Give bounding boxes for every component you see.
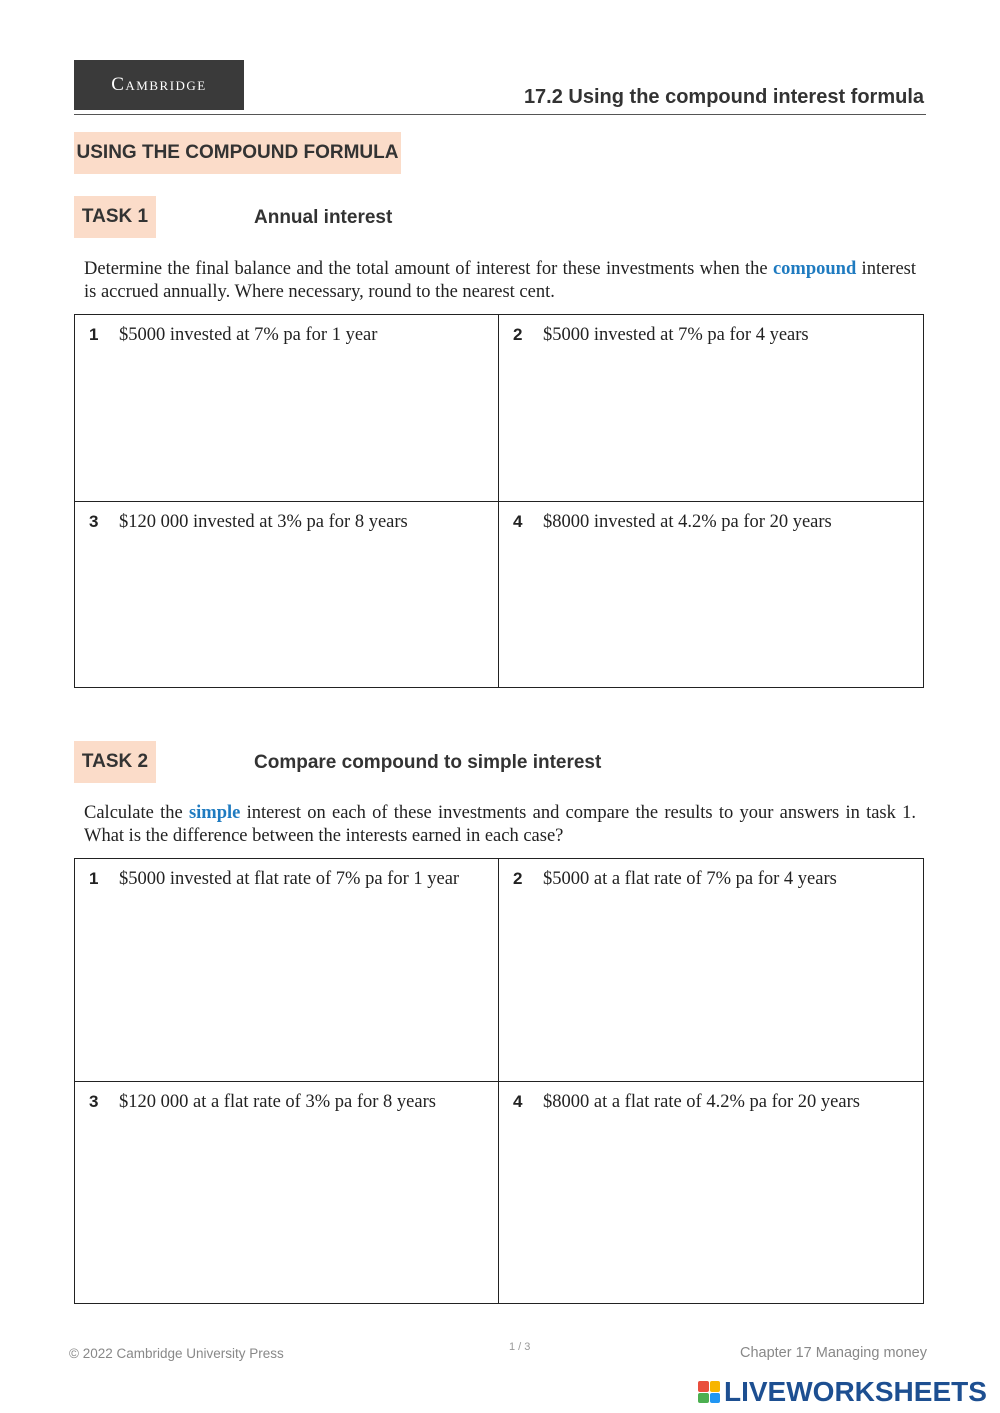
task1-highlight-word: compound — [772, 259, 857, 279]
task1-instruction-start: Determine the final balance and the total amount of interest for these investments when the — [84, 259, 773, 279]
icon-square — [710, 1393, 721, 1404]
section-heading: USING THE COMPOUND FORMULA — [74, 132, 401, 174]
question-number: 2 — [513, 869, 523, 888]
question-number: 1 — [89, 869, 99, 888]
task1-question-3[interactable] — [75, 502, 499, 687]
question-number: 4 — [513, 1092, 523, 1111]
task2-instruction-start: Calculate the — [84, 803, 189, 823]
task2-question-3[interactable] — [75, 1082, 499, 1303]
question-number: 2 — [513, 325, 523, 344]
task1-instruction — [84, 258, 916, 304]
footer-page-number: 1 / 3 — [509, 1341, 531, 1353]
liveworksheets-icon — [698, 1381, 720, 1403]
question-number: 3 — [89, 1092, 99, 1111]
task1-question-grid — [74, 314, 924, 688]
question-text: $8000 invested at 4.2% pa for 20 years — [543, 512, 832, 532]
question-text: $120 000 at a flat rate of 3% pa for 8 years — [119, 1092, 436, 1112]
task2-title: Compare compound to simple interest — [254, 752, 602, 773]
question-number: 3 — [89, 512, 99, 531]
question-number: 1 — [89, 325, 99, 344]
question-number: 4 — [513, 512, 523, 531]
logo-text: Cambridge — [111, 74, 207, 95]
icon-square — [698, 1381, 709, 1392]
task2-instruction — [84, 802, 916, 848]
question-text: $5000 invested at flat rate of 7% pa for 1 year — [119, 869, 460, 889]
task2-instruction-end: interest on each of these investments and compare the results to your answers in task 1. What is the difference between the interests earned in each case? — [84, 803, 916, 846]
task2-question-1[interactable] — [75, 859, 499, 1082]
icon-square — [710, 1381, 721, 1392]
footer-chapter: Chapter 17 Managing money — [739, 1345, 927, 1361]
page-title: 17.2 Using the compound interest formula — [523, 86, 924, 108]
cambridge-logo — [74, 60, 244, 110]
task2-question-2[interactable] — [499, 859, 923, 1082]
question-text: $5000 invested at 7% pa for 1 year — [119, 325, 378, 345]
task1-instruction-end: interest is accrued annually. Where necessary, round to the nearest cent. — [84, 259, 916, 302]
task2-highlight-word: simple — [188, 803, 241, 823]
task2-question-4[interactable] — [499, 1082, 923, 1303]
task1-question-1[interactable] — [75, 315, 499, 502]
task1-title: Annual interest — [254, 207, 393, 228]
question-text: $5000 invested at 7% pa for 4 years — [543, 325, 809, 345]
task2-question-grid — [74, 858, 924, 1304]
liveworksheets-text: LIVEWORKSHEETS — [724, 1376, 987, 1407]
question-text: $120 000 invested at 3% pa for 8 years — [119, 512, 408, 532]
liveworksheets-watermark[interactable] — [698, 1376, 987, 1408]
question-text: $8000 at a flat rate of 4.2% pa for 20 years — [543, 1092, 860, 1112]
task1-tag: TASK 1 — [74, 196, 156, 238]
task1-question-4[interactable] — [499, 502, 923, 687]
footer-copyright: © 2022 Cambridge University Press — [69, 1346, 284, 1361]
task1-question-2[interactable] — [499, 315, 923, 502]
question-text: $5000 at a flat rate of 7% pa for 4 years — [543, 869, 837, 889]
task2-tag: TASK 2 — [74, 741, 156, 783]
icon-square — [698, 1393, 709, 1404]
header-divider — [74, 114, 926, 115]
